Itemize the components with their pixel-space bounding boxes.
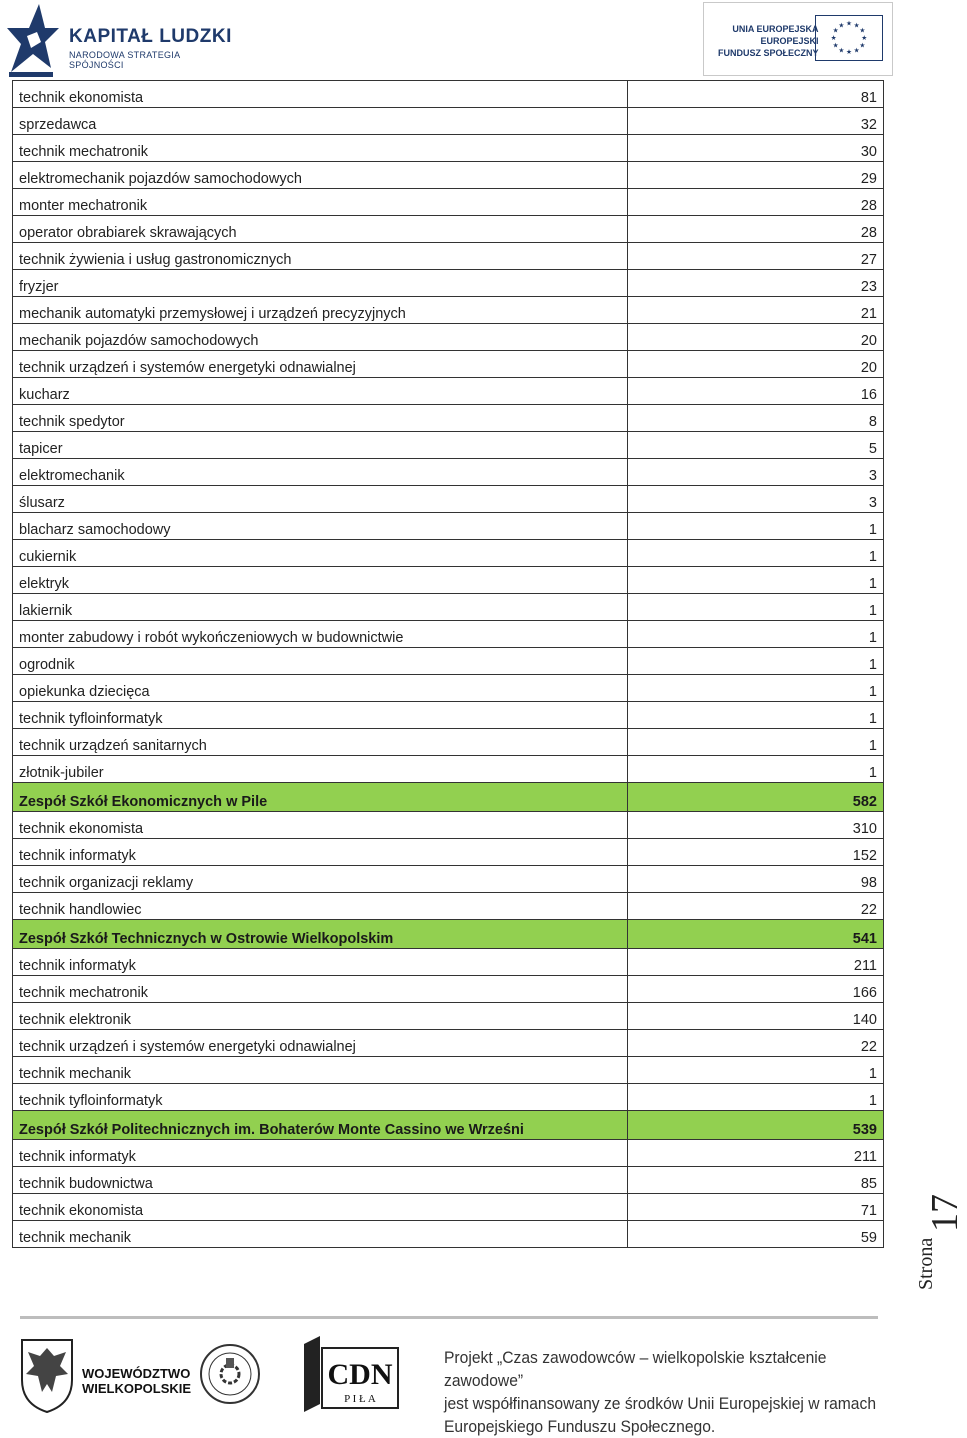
table-row [13,324,884,351]
school-total-cell: 582 [628,783,884,812]
profession-name-cell: opiekunka dziecięca [13,675,628,702]
svg-text:★: ★ [853,21,860,30]
profession-name-cell: technik mechanik [13,1221,628,1248]
school-total-cell: 541 [628,920,884,949]
count-cell: 1 [628,567,884,594]
count-cell: 28 [628,189,884,216]
profession-name-cell: technik organizacji reklamy [13,866,628,893]
count-cell: 1 [628,702,884,729]
count-cell: 166 [628,976,884,1003]
profession-name-cell: ślusarz [13,486,628,513]
school-row [13,1111,884,1140]
profession-name-cell: technik mechatronik [13,135,628,162]
table-row [13,486,884,513]
table-row [13,162,884,189]
profession-name-cell: monter zabudowy i robót wykończeniowych w budownictwie [13,621,628,648]
count-cell: 29 [628,162,884,189]
school-row [13,783,884,812]
school-name-cell: Zespół Szkół Ekonomicznych w Pile [13,783,628,812]
profession-name-cell: sprzedawca [13,108,628,135]
count-cell: 1 [628,1084,884,1111]
count-cell: 20 [628,351,884,378]
wojew-line-2: WIELKOPOLSKIE [82,1381,192,1396]
profession-name-cell: technik spedytor [13,405,628,432]
cdn-pila-logo-icon [302,1334,402,1414]
count-cell: 28 [628,216,884,243]
table-row [13,567,884,594]
cdn-text: CDN [327,1358,393,1391]
project-line-3: Europejskiego Funduszu Społecznego. [444,1417,716,1436]
table-row [13,1194,884,1221]
school-total-cell: 539 [628,1111,884,1140]
count-cell: 140 [628,1003,884,1030]
svg-text:★: ★ [832,41,839,50]
count-cell: 1 [628,513,884,540]
politechnika-seal-icon [198,1334,262,1414]
svg-text:★: ★ [859,26,866,35]
count-cell: 152 [628,839,884,866]
table-row [13,1084,884,1111]
table-row [13,621,884,648]
count-cell: 59 [628,1221,884,1248]
count-cell: 32 [628,108,884,135]
profession-name-cell: złotnik-jubiler [13,756,628,783]
profession-name-cell: tapicer [13,432,628,459]
svg-text:★: ★ [853,46,860,55]
eu-line-3: FUNDUSZ SPOŁECZNY [718,48,819,58]
table-row [13,729,884,756]
kapital-ludzki-star-icon [5,2,61,78]
profession-name-cell: technik ekonomista [13,81,628,108]
school-name-cell: Zespół Szkół Technicznych w Ostrowie Wielkopolskim [13,920,628,949]
count-cell: 21 [628,297,884,324]
profession-name-cell: technik mechatronik [13,976,628,1003]
profession-name-cell: mechanik automatyki przemysłowej i urządzeń precyzyjnych [13,297,628,324]
profession-name-cell: technik urządzeń i systemów energetyki odnawialnej [13,351,628,378]
table-row [13,893,884,920]
count-cell: 98 [628,866,884,893]
wojewodztwo-logo [18,1334,192,1414]
svg-text:★: ★ [846,48,852,57]
wojew-line-1: WOJEWÓDZTWO [82,1366,191,1381]
table-row [13,270,884,297]
eu-line-1: UNIA EUROPEJSKA [732,24,819,34]
cdn-pila-logo [302,1334,402,1414]
page-number [915,1180,966,1290]
profession-name-cell: kucharz [13,378,628,405]
eu-flag-icon [815,15,883,61]
table-row [13,540,884,567]
table-row [13,189,884,216]
page-number-word: Strona [915,1237,937,1290]
table-row [13,108,884,135]
count-cell: 1 [628,675,884,702]
table-row [13,866,884,893]
count-cell: 23 [628,270,884,297]
profession-name-cell: mechanik pojazdów samochodowych [13,324,628,351]
kapital-ludzki-subtitle: NARODOWA STRATEGIA SPÓJNOŚCI [69,50,180,70]
profession-name-cell: monter mechatronik [13,189,628,216]
profession-name-cell: fryzjer [13,270,628,297]
table-row [13,1003,884,1030]
table-row [13,513,884,540]
table-row [13,756,884,783]
profession-name-cell: ogrodnik [13,648,628,675]
table-row [13,949,884,976]
count-cell: 211 [628,949,884,976]
profession-name-cell: technik handlowiec [13,893,628,920]
profession-name-cell: technik tyfloinformatyk [13,1084,628,1111]
profession-name-cell: technik ekonomista [13,812,628,839]
count-cell: 85 [628,1167,884,1194]
profession-name-cell: elektryk [13,567,628,594]
table-row [13,81,884,108]
profession-name-cell: technik elektronik [13,1003,628,1030]
page-number-value: 17 [924,1194,966,1232]
count-cell: 71 [628,1194,884,1221]
table-row [13,675,884,702]
table-row [13,351,884,378]
count-cell: 5 [628,432,884,459]
count-cell: 1 [628,594,884,621]
count-cell: 1 [628,756,884,783]
table-row [13,378,884,405]
profession-name-cell: operator obrabiarek skrawających [13,216,628,243]
kapital-ludzki-title: KAPITAŁ LUDZKI [69,26,232,47]
table-row [13,216,884,243]
politechnika-seal [198,1334,262,1414]
profession-name-cell: technik budownictwa [13,1167,628,1194]
profession-name-cell: elektromechanik pojazdów samochodowych [13,162,628,189]
svg-text:★: ★ [830,33,837,42]
wojewodztwo-text [82,1366,191,1396]
profession-name-cell: lakiernik [13,594,628,621]
kapital-ludzki-logo [5,2,235,78]
svg-text:★: ★ [846,19,852,28]
profession-name-cell: technik informatyk [13,1140,628,1167]
profession-name-cell: technik tyfloinformatyk [13,702,628,729]
count-cell: 22 [628,893,884,920]
count-cell: 211 [628,1140,884,1167]
table-row [13,702,884,729]
professions-table [12,80,884,1248]
table-row [13,1167,884,1194]
table-row [13,432,884,459]
table-row [13,1057,884,1084]
table-row [13,297,884,324]
table-row [13,839,884,866]
count-cell: 1 [628,1057,884,1084]
count-cell: 20 [628,324,884,351]
profession-name-cell: technik informatyk [13,839,628,866]
profession-name-cell: cukiernik [13,540,628,567]
table-row [13,1030,884,1057]
count-cell: 1 [628,729,884,756]
profession-name-cell: blacharz samochodowy [13,513,628,540]
table-row [13,812,884,839]
table-row [13,648,884,675]
svg-text:★: ★ [838,21,845,30]
count-cell: 8 [628,405,884,432]
count-cell: 1 [628,648,884,675]
count-cell: 3 [628,459,884,486]
school-name-cell: Zespół Szkół Politechnicznych im. Bohaterów Monte Cassino we Wrześni [13,1111,628,1140]
profession-name-cell: technik informatyk [13,949,628,976]
svg-text:★: ★ [838,46,845,55]
count-cell: 310 [628,812,884,839]
table-row [13,1140,884,1167]
eagle-crest-icon [18,1334,76,1414]
professions-table-body [13,81,884,1248]
table-row [13,405,884,432]
count-cell: 1 [628,621,884,648]
eu-line-2: EUROPEJSKI [760,36,819,46]
profession-name-cell: elektromechanik [13,459,628,486]
project-funding-text [444,1346,886,1438]
svg-text:★: ★ [859,41,866,50]
svg-text:★: ★ [861,33,868,42]
count-cell: 27 [628,243,884,270]
table-row [13,459,884,486]
profession-name-cell: technik urządzeń i systemów energetyki odnawialnej [13,1030,628,1057]
table-row [13,1221,884,1248]
count-cell: 81 [628,81,884,108]
footer-divider [20,1316,878,1319]
count-cell: 3 [628,486,884,513]
project-line-2: jest współfinansowany ze środków Unii Europejskiej w ramach [444,1394,877,1413]
table-row [13,243,884,270]
profession-name-cell: technik mechanik [13,1057,628,1084]
count-cell: 16 [628,378,884,405]
count-cell: 1 [628,540,884,567]
eu-logo-text [718,23,819,59]
project-line-1: Projekt „Czas zawodowców – wielkopolskie kształcenie zawodowe” [444,1348,827,1390]
profession-name-cell: technik żywienia i usług gastronomicznych [13,243,628,270]
table-row [13,976,884,1003]
count-cell: 30 [628,135,884,162]
table-row [13,135,884,162]
table-row [13,594,884,621]
eu-logo [703,2,893,76]
cdn-sub: P I Ł A [344,1393,376,1405]
school-row [13,920,884,949]
count-cell: 22 [628,1030,884,1057]
profession-name-cell: technik urządzeń sanitarnych [13,729,628,756]
profession-name-cell: technik ekonomista [13,1194,628,1221]
svg-text:★: ★ [832,26,839,35]
